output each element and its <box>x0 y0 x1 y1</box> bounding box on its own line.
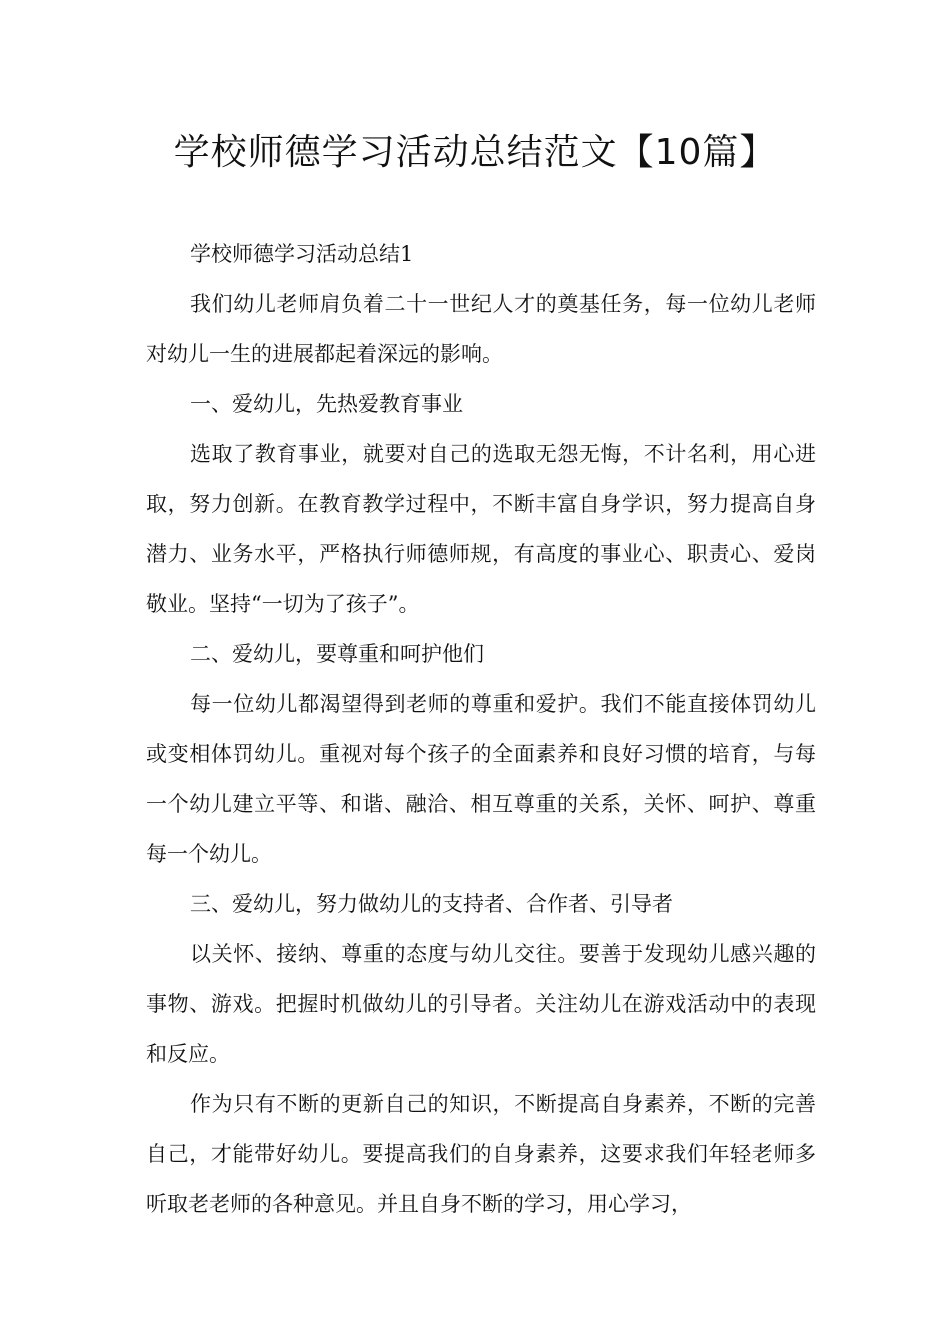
section-heading: 二、爱幼儿，要尊重和呵护他们 <box>190 642 484 666</box>
paragraph: 作为只有不断的更新自己的知识，不断提高自身素养，不断的完善自己，才能带好幼儿。要提高我们的自身素养，这要求我们年轻老师多听取老老师的各种意见。并且自身不断的学习，用心学习， <box>146 1092 816 1216</box>
paragraph: 以关怀、接纳、尊重的态度与幼儿交往。要善于发现幼儿感兴趣的事物、游戏。把握时机做幼儿的引导者。关注幼儿在游戏活动中的表现和反应。 <box>146 942 816 1066</box>
document-body <box>146 229 816 1229</box>
section-heading: 学校师德学习活动总结1 <box>190 242 414 266</box>
paragraph: 选取了教育事业，就要对自己的选取无怨无悔，不计名利，用心进取，努力创新。在教育教学过程中，不断丰富自身学识，努力提高自身潜力、业务水平，严格执行师德师规，有高度的事业心、职责心、爱岗敬业。坚持“一切为了孩子”。 <box>146 442 816 616</box>
paragraph: 每一位幼儿都渴望得到老师的尊重和爱护。我们不能直接体罚幼儿或变相体罚幼儿。重视对每个孩子的全面素养和良好习惯的培育，与每一个幼儿建立平等、和谐、融洽、相互尊重的关系，关怀、呵护、尊重每一个幼儿。 <box>146 692 816 866</box>
section-heading: 一、爱幼儿，先热爱教育事业 <box>190 392 463 416</box>
paragraph: 我们幼儿老师肩负着二十一世纪人才的奠基任务，每一位幼儿老师对幼儿一生的进展都起着深远的影响。 <box>146 292 816 366</box>
document-title: 学校师德学习活动总结范文【10篇】 <box>173 132 777 173</box>
section-heading: 三、爱幼儿，努力做幼儿的支持者、合作者、引导者 <box>190 892 673 916</box>
